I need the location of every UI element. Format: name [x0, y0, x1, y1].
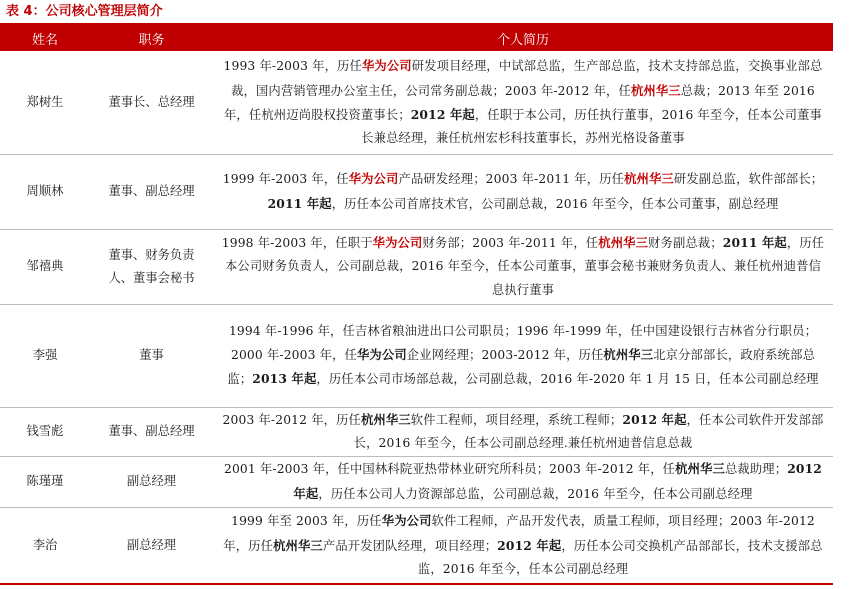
bio-emphasis: 杭州华三 — [360, 411, 411, 427]
bio-text: 财务副总裁； — [648, 236, 723, 251]
person-bio — [213, 229, 833, 304]
person-role: 董事、财务负责人、董事会秘书 — [90, 229, 213, 304]
bio-text: 北京分部部长，政府系统部总监； — [227, 347, 816, 387]
bio-text: 2001 年-2003 年，任中国林科院亚热带林业研究所科员；2003 年-2012 年，任 — [223, 462, 676, 477]
table-row — [0, 229, 833, 304]
table-row — [0, 154, 833, 229]
bio-text: 研发项目经理，中试部总监，生产部总监，技术支持部总监，交换事业部总裁，国内营销管理办公室主任，公司常务副总裁；2003 年-2012 年，任 — [231, 59, 823, 98]
bio-text: ，任本公司软件开发部部长，2016 年至今，任本公司副总经理.兼任杭州迪普信息总裁 — [353, 412, 824, 450]
bio-emphasis: 华为公司 — [356, 346, 407, 362]
bio-text: 总裁；2013 年至 2016 年，任杭州迈尚股权投资董事长； — [223, 83, 815, 122]
bio-text: 财务部；2003 年-2011 年，任 — [422, 236, 599, 251]
person-name: 邹禧典 — [0, 229, 90, 304]
person-role: 董事 — [90, 304, 213, 407]
bio-text: ，历任本公司首席技术官，公司副总裁，2016 年至今，任本公司董事，副总经理 — [331, 196, 779, 211]
table-row — [0, 507, 833, 584]
bio-text: ，历任本公司人力资源部总监，公司副总裁，2016 年至今，任本公司副总经理 — [318, 486, 753, 501]
bio-text: 1999 年至 2003 年，历任 — [231, 514, 382, 529]
bio-emphasis: 2011 年起 — [722, 235, 787, 251]
person-bio — [213, 407, 833, 456]
bio-text: 软件工程师，项目经理，系统工程师； — [410, 412, 623, 427]
person-name: 李治 — [0, 507, 90, 584]
bio-text: 1993 年-2003 年，历任 — [223, 59, 362, 74]
bio-emphasis: 2011 年起 — [267, 195, 332, 211]
person-name: 陈瑾瑾 — [0, 456, 90, 507]
person-name: 李强 — [0, 304, 90, 407]
bio-text: 研发副总监，软件部部长； — [673, 172, 824, 187]
bio-emphasis: 杭州华三 — [675, 461, 725, 477]
bio-emphasis: 2012 年起 — [293, 461, 823, 501]
bio-text: 总裁助理； — [724, 462, 788, 477]
bio-text: 1994 年-1996 年，任吉林省粮油进出口公司职员；1996 年-1999 年，任中国建设银行吉林省分行职员；2000 年-2003 年，任 — [228, 323, 818, 362]
bio-emphasis: 华为公司 — [361, 58, 412, 74]
table-header-row — [0, 25, 833, 51]
bio-emphasis: 杭州华三 — [630, 82, 681, 98]
person-bio — [213, 154, 833, 229]
person-bio — [213, 51, 833, 154]
bio-emphasis: 杭州华三 — [603, 346, 654, 362]
bio-text: 2003 年-2012 年，历任 — [222, 412, 361, 427]
bio-emphasis: 2012 年起 — [622, 411, 687, 427]
bio-text: ，历任本公司财务负责人，公司副总裁，2016 年至今，任本公司董事，董事会秘书兼财务负责人、兼任杭州迪普信息执行董事 — [224, 236, 825, 297]
header-role: 职务 — [90, 25, 213, 51]
table-row — [0, 407, 833, 456]
table-row — [0, 304, 833, 407]
bio-emphasis: 杭州华三 — [598, 235, 649, 251]
bio-text: ，历任本公司市场部总裁，公司副总裁，2016 年-2020 年 1 月 15 日，任本公司副总经理 — [316, 372, 819, 387]
table-row — [0, 51, 833, 154]
person-bio — [213, 507, 833, 584]
person-role: 董事长、总经理 — [90, 51, 213, 154]
table-caption: 表 4：公司核心管理层简介 — [6, 4, 163, 19]
bio-emphasis: 2012 年起 — [410, 106, 475, 122]
bio-emphasis: 杭州华三 — [273, 537, 323, 553]
person-role: 董事、副总经理 — [90, 154, 213, 229]
bio-text: ，任职于本公司，历任执行董事，2016 年至今，任本公司董事长兼总经理，兼任杭州宏杉科技董事长，苏州光格设备董事 — [361, 107, 822, 145]
person-bio — [213, 304, 833, 407]
management-table — [0, 25, 833, 585]
bio-text: 软件工程师，产品开发代表，质量工程师，项目经理；2003 年-2012 年，历任 — [223, 514, 815, 553]
bio-emphasis: 2013 年起 — [252, 371, 317, 387]
person-name: 郑树生 — [0, 51, 90, 154]
bio-text: 企业网经理；2003-2012 年，历任 — [406, 347, 604, 362]
bio-emphasis: 华为公司 — [372, 235, 423, 251]
person-bio — [213, 456, 833, 507]
person-role: 副总经理 — [90, 507, 213, 584]
bio-text: 1999 年-2003 年，任 — [222, 172, 349, 187]
bio-emphasis: 华为公司 — [381, 513, 432, 529]
bio-text: 产品研发经理；2003 年-2011 年，历任 — [398, 172, 625, 187]
person-name: 周顺林 — [0, 154, 90, 229]
bio-text: 1998 年-2003 年，任职于 — [221, 236, 373, 251]
person-role: 副总经理 — [90, 456, 213, 507]
bio-text: ，历任本公司交换机产品部部长，技术支援部总监，2016 年至今，任本公司副总经理 — [417, 538, 823, 576]
header-bio: 个人简历 — [213, 25, 833, 51]
bio-emphasis: 2012 年起 — [497, 537, 562, 553]
header-name: 姓名 — [0, 25, 90, 51]
person-name: 钱雪彪 — [0, 407, 90, 456]
table-row — [0, 456, 833, 507]
bio-emphasis: 杭州华三 — [624, 171, 674, 187]
person-role: 董事、副总经理 — [90, 407, 213, 456]
bio-text: 产品开发团队经理，项目经理； — [322, 538, 498, 553]
bio-emphasis: 华为公司 — [348, 171, 399, 187]
